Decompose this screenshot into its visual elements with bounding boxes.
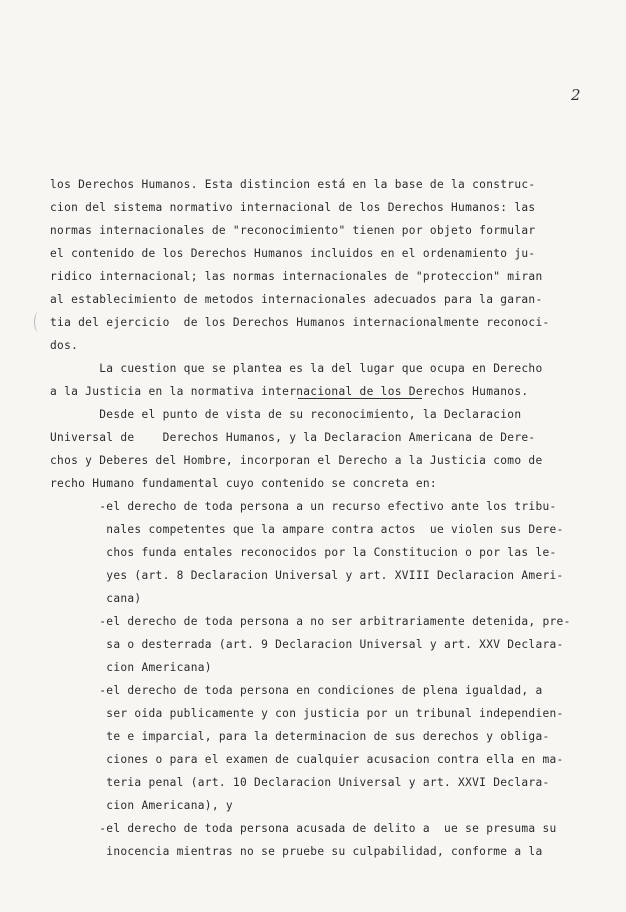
text-line: La cuestion que se plantea es la del lugar que ocupa en Derecho — [50, 362, 543, 375]
text-line: yes (art. 8 Declaracion Universal y art. XVIII Declaracion Ameri- — [50, 569, 564, 582]
text-line: -el derecho de toda persona acusada de delito a ue se presuma su — [50, 822, 557, 835]
text-line: los Derechos Humanos. Esta distincion está en la base de la construc- — [50, 178, 536, 191]
text-line: -el derecho de toda persona a no ser arbitrariamente detenida, pre- — [50, 615, 571, 628]
text-line: ser oida publicamente y con justicia por un tribunal independien- — [50, 707, 564, 720]
text-line: cana) — [50, 592, 142, 605]
text-line: a la Justicia en la normativa internacional de los Derechos Humanos. — [50, 385, 529, 398]
text-line: ciones o para el examen de cualquier acusacion contra ella en ma- — [50, 753, 564, 766]
text-line: Desde el punto de vista de su reconocimiento, la Declaracion — [50, 408, 522, 421]
text-line: cion Americana) — [50, 661, 212, 674]
reconocimiento-underline — [298, 398, 422, 399]
text-line: Universal de Derechos Humanos, y la Declaracion Americana de Dere- — [50, 431, 536, 444]
text-line: sa o desterrada (art. 9 Declaracion Universal y art. XXV Declara- — [50, 638, 564, 651]
text-line: tia del ejercicio de los Derechos Humanos internacionalmente reconoci- — [50, 316, 550, 329]
text-line: cion Americana), y — [50, 799, 233, 812]
text-line: dos. — [50, 339, 79, 352]
text-line: te e imparcial, para la determinacion de sus derechos y obliga- — [50, 730, 550, 743]
text-line: el contenido de los Derechos Humanos incluidos en el ordenamiento ju- — [50, 247, 536, 260]
text-line: cion del sistema normativo internacional de los Derechos Humanos: las — [50, 201, 536, 214]
text-line: al establecimiento de metodos internacionales adecuados para la garan- — [50, 293, 543, 306]
text-line: recho Humano fundamental cuyo contenido se concreta en: — [50, 477, 437, 490]
page-number: 2 — [571, 86, 581, 104]
text-line: chos y Deberes del Hombre, incorporan el Derecho a la Justicia como de — [50, 454, 543, 467]
text-line: teria penal (art. 10 Declaracion Universal y art. XXVI Declara- — [50, 776, 550, 789]
text-line: ridico internacional; las normas internacionales de "proteccion" miran — [50, 270, 543, 283]
text-line: nales competentes que la ampare contra actos ue violen sus Dere- — [50, 523, 564, 536]
text-line: -el derecho de toda persona a un recurso efectivo ante los tribu- — [50, 500, 557, 513]
text-line: normas internacionales de "reconocimiento" tienen por objeto formular — [50, 224, 536, 237]
text-line: chos funda entales reconocidos por la Constitucion o por las le- — [50, 546, 557, 559]
text-line: inocencia mientras no se pruebe su culpabilidad, conforme a la — [50, 845, 543, 858]
text-line: -el derecho de toda persona en condiciones de plena igualdad, a — [50, 684, 543, 697]
margin-mark — [34, 312, 43, 332]
